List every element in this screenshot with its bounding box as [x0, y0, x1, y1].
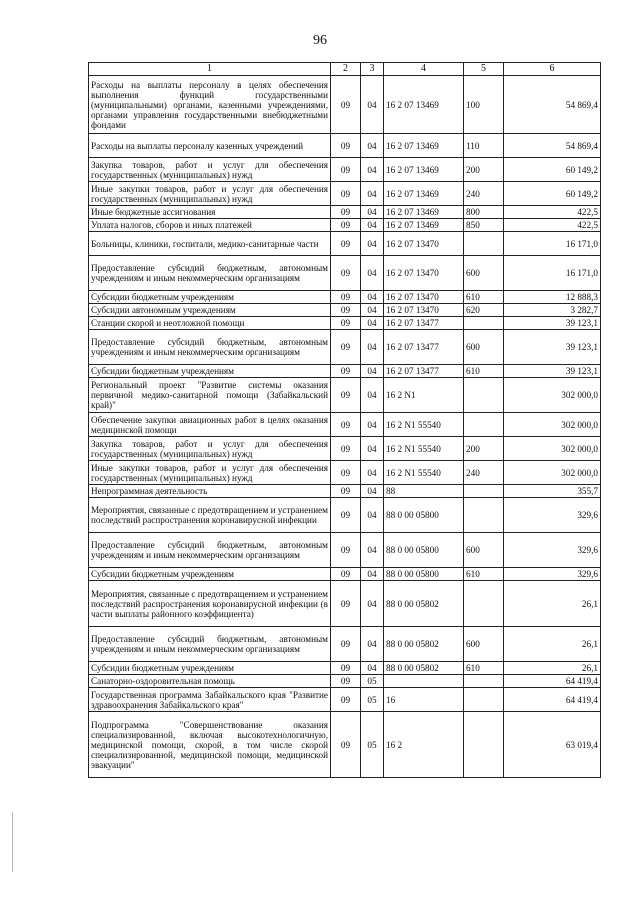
row-section: 09	[331, 182, 361, 206]
row-expense-type: 620	[464, 304, 504, 317]
row-name: Субсидии бюджетным учреждениям	[89, 291, 331, 304]
row-section: 09	[331, 533, 361, 568]
row-expense-type	[464, 712, 504, 778]
table-row	[89, 304, 601, 317]
row-amount: 26,1	[504, 662, 601, 675]
row-name: Иные закупки товаров, работ и услуг для обеспечения государственных (муниципальных) нужд	[89, 461, 331, 485]
table-row	[89, 413, 601, 437]
row-name: Обеспечение закупки авиационных работ в целях оказания медицинской помощи	[89, 413, 331, 437]
row-amount: 329,6	[504, 533, 601, 568]
row-target-article: 16 2 07 13470	[384, 232, 464, 256]
row-target-article: 16 2 07 13469	[384, 158, 464, 182]
table-row	[89, 76, 601, 134]
row-section: 09	[331, 206, 361, 219]
row-amount: 64 419,4	[504, 675, 601, 688]
row-subsection: 04	[361, 568, 384, 581]
row-target-article: 16 2 07 13469	[384, 134, 464, 158]
row-target-article: 88 0 00 05800	[384, 533, 464, 568]
row-subsection: 05	[361, 688, 384, 712]
row-target-article: 16 2 07 13470	[384, 256, 464, 291]
header-subsection: 3	[361, 63, 384, 76]
row-subsection: 04	[361, 413, 384, 437]
row-expense-type: 100	[464, 76, 504, 134]
row-target-article: 88 0 00 05802	[384, 581, 464, 627]
row-expense-type	[464, 688, 504, 712]
row-section: 09	[331, 304, 361, 317]
row-target-article: 16 2 07 13477	[384, 365, 464, 378]
row-name: Уплата налогов, сборов и иных платежей	[89, 219, 331, 232]
row-expense-type	[464, 317, 504, 330]
row-target-article: 16	[384, 688, 464, 712]
row-amount: 60 149,2	[504, 158, 601, 182]
row-expense-type	[464, 498, 504, 533]
row-amount: 16 171,0	[504, 256, 601, 291]
row-name: Государственная программа Забайкальского края "Развитие здравоохранения Забайкальского края"	[89, 688, 331, 712]
table-row	[89, 675, 601, 688]
row-name: Предоставление субсидий бюджетным, автономным учреждениям и иным некоммерческим организациям	[89, 627, 331, 662]
row-section: 09	[331, 568, 361, 581]
row-expense-type	[464, 232, 504, 256]
header-name: 1	[89, 63, 331, 76]
row-name: Субсидии бюджетным учреждениям	[89, 365, 331, 378]
row-amount: 54 869,4	[504, 134, 601, 158]
row-section: 09	[331, 134, 361, 158]
header-row	[89, 63, 601, 76]
row-expense-type: 610	[464, 365, 504, 378]
row-name: Санаторно-оздоровительная помощь	[89, 675, 331, 688]
row-amount: 39 123,1	[504, 330, 601, 365]
row-amount: 302 000,0	[504, 413, 601, 437]
row-expense-type: 200	[464, 158, 504, 182]
row-section: 09	[331, 76, 361, 134]
row-subsection: 04	[361, 533, 384, 568]
row-subsection: 04	[361, 158, 384, 182]
row-subsection: 04	[361, 317, 384, 330]
row-name: Предоставление субсидий бюджетным, автономным учреждениям и иным некоммерческим организациям	[89, 533, 331, 568]
row-expense-type: 600	[464, 330, 504, 365]
row-expense-type	[464, 581, 504, 627]
row-target-article: 16 2 07 13470	[384, 291, 464, 304]
row-subsection: 04	[361, 232, 384, 256]
row-name: Иные бюджетные ассигнования	[89, 206, 331, 219]
row-section: 09	[331, 581, 361, 627]
table-row	[89, 461, 601, 485]
row-amount: 355,7	[504, 485, 601, 498]
row-name: Предоставление субсидий бюджетным, автономным учреждениям и иным некоммерческим организациям	[89, 256, 331, 291]
row-section: 09	[331, 219, 361, 232]
row-amount: 60 149,2	[504, 182, 601, 206]
table-row	[89, 158, 601, 182]
row-amount: 302 000,0	[504, 437, 601, 461]
row-name: Иные закупки товаров, работ и услуг для обеспечения государственных (муниципальных) нужд	[89, 182, 331, 206]
row-target-article: 88 0 00 05802	[384, 627, 464, 662]
row-name: Станции скорой и неотложной помощи	[89, 317, 331, 330]
table-row	[89, 568, 601, 581]
row-subsection: 04	[361, 206, 384, 219]
row-expense-type: 850	[464, 219, 504, 232]
table-row	[89, 256, 601, 291]
row-name: Непрограммная деятельность	[89, 485, 331, 498]
row-subsection: 04	[361, 485, 384, 498]
row-expense-type: 110	[464, 134, 504, 158]
row-name: Предоставление субсидий бюджетным, автономным учреждениям и иным некоммерческим организациям	[89, 330, 331, 365]
row-section: 09	[331, 437, 361, 461]
row-section: 09	[331, 256, 361, 291]
row-subsection: 04	[361, 378, 384, 413]
row-amount: 329,6	[504, 498, 601, 533]
row-subsection: 05	[361, 675, 384, 688]
row-target-article: 88 0 00 05802	[384, 662, 464, 675]
row-expense-type: 610	[464, 568, 504, 581]
table-row	[89, 219, 601, 232]
row-amount: 54 869,4	[504, 76, 601, 134]
row-name: Мероприятия, связанные с предотвращением и устранением последствий распространения коронавирусной инфекции (в части выплаты районного коэффициента)	[89, 581, 331, 627]
table-row	[89, 317, 601, 330]
row-amount: 422,5	[504, 219, 601, 232]
row-target-article: 16 2 N1 55540	[384, 413, 464, 437]
row-amount: 302 000,0	[504, 378, 601, 413]
row-target-article: 16 2 N1 55540	[384, 437, 464, 461]
row-section: 09	[331, 365, 361, 378]
row-expense-type	[464, 413, 504, 437]
row-name: Больницы, клиники, госпитали, медико-санитарные части	[89, 232, 331, 256]
row-amount: 16 171,0	[504, 232, 601, 256]
row-expense-type: 240	[464, 182, 504, 206]
table-row	[89, 206, 601, 219]
row-amount: 329,6	[504, 568, 601, 581]
row-expense-type: 600	[464, 533, 504, 568]
row-subsection: 04	[361, 627, 384, 662]
row-section: 09	[331, 317, 361, 330]
row-amount: 302 000,0	[504, 461, 601, 485]
table-row	[89, 437, 601, 461]
row-target-article	[384, 675, 464, 688]
row-target-article: 16 2	[384, 712, 464, 778]
row-expense-type: 200	[464, 437, 504, 461]
table-row	[89, 365, 601, 378]
header-target-article: 4	[384, 63, 464, 76]
row-expense-type: 800	[464, 206, 504, 219]
row-expense-type: 610	[464, 662, 504, 675]
row-amount: 12 888,3	[504, 291, 601, 304]
row-subsection: 04	[361, 182, 384, 206]
row-section: 09	[331, 498, 361, 533]
row-target-article: 16 2 07 13477	[384, 317, 464, 330]
table-body	[89, 76, 601, 778]
row-target-article: 16 2 07 13469	[384, 219, 464, 232]
table-row	[89, 498, 601, 533]
row-section: 09	[331, 662, 361, 675]
row-name: Субсидии бюджетным учреждениям	[89, 568, 331, 581]
table-row	[89, 378, 601, 413]
row-target-article: 16 2 07 13470	[384, 304, 464, 317]
row-section: 09	[331, 158, 361, 182]
table-row	[89, 581, 601, 627]
row-subsection: 04	[361, 581, 384, 627]
budget-table	[88, 62, 601, 778]
scan-edge-mark	[12, 812, 13, 872]
row-name: Субсидии автономным учреждениям	[89, 304, 331, 317]
row-section: 09	[331, 712, 361, 778]
row-subsection: 04	[361, 437, 384, 461]
table-row	[89, 662, 601, 675]
row-name: Подпрограмма "Совершенствование оказания специализированной, включая высокотехнологичную, медицинской помощи, скорой, в том числе скорой специализированной, медицинской помощи, медицинской эвакуации"	[89, 712, 331, 778]
row-amount: 39 123,1	[504, 317, 601, 330]
row-amount: 26,1	[504, 627, 601, 662]
row-name: Региональный проект "Развитие системы оказания первичной медико-санитарной помощи (Забайкальский край)"	[89, 378, 331, 413]
row-section: 09	[331, 232, 361, 256]
row-name: Мероприятия, связанные с предотвращением и устранением последствий распространения коронавирусной инфекции	[89, 498, 331, 533]
row-amount: 422,5	[504, 206, 601, 219]
table-row	[89, 688, 601, 712]
header-section: 2	[331, 63, 361, 76]
table-row	[89, 134, 601, 158]
row-section: 09	[331, 461, 361, 485]
row-name: Закупка товаров, работ и услуг для обеспечения государственных (муниципальных) нужд	[89, 158, 331, 182]
row-subsection: 04	[361, 330, 384, 365]
row-amount: 3 282,7	[504, 304, 601, 317]
row-expense-type	[464, 675, 504, 688]
row-subsection: 04	[361, 304, 384, 317]
table-row	[89, 232, 601, 256]
page-number: 96	[313, 33, 327, 48]
row-expense-type	[464, 485, 504, 498]
row-amount: 26,1	[504, 581, 601, 627]
row-expense-type: 610	[464, 291, 504, 304]
row-section: 09	[331, 413, 361, 437]
row-subsection: 04	[361, 662, 384, 675]
row-target-article: 16 2 N1	[384, 378, 464, 413]
table-row	[89, 533, 601, 568]
row-name: Расходы на выплаты персоналу казенных учреждений	[89, 134, 331, 158]
table-row	[89, 712, 601, 778]
row-section: 09	[331, 330, 361, 365]
row-subsection: 04	[361, 365, 384, 378]
row-target-article: 88 0 00 05800	[384, 568, 464, 581]
row-target-article: 16 2 07 13477	[384, 330, 464, 365]
header-amount: 6	[504, 63, 601, 76]
row-amount: 64 419,4	[504, 688, 601, 712]
row-subsection: 04	[361, 461, 384, 485]
row-amount: 39 123,1	[504, 365, 601, 378]
table-row	[89, 182, 601, 206]
row-target-article: 16 2 N1 55540	[384, 461, 464, 485]
row-expense-type: 240	[464, 461, 504, 485]
row-expense-type	[464, 378, 504, 413]
row-expense-type: 600	[464, 627, 504, 662]
row-name: Расходы на выплаты персоналу в целях обеспечения выполнения функций государственными (муниципальными) органами, казенными учреждениями, органами управления государственными внебюджетными фондами	[89, 76, 331, 134]
row-subsection: 05	[361, 712, 384, 778]
row-target-article: 88	[384, 485, 464, 498]
row-subsection: 04	[361, 256, 384, 291]
table-row	[89, 627, 601, 662]
row-name: Субсидии бюджетным учреждениям	[89, 662, 331, 675]
row-section: 09	[331, 675, 361, 688]
row-section: 09	[331, 291, 361, 304]
table-row	[89, 485, 601, 498]
header-expense-type: 5	[464, 63, 504, 76]
row-expense-type: 600	[464, 256, 504, 291]
row-name: Закупка товаров, работ и услуг для обеспечения государственных (муниципальных) нужд	[89, 437, 331, 461]
row-amount: 63 019,4	[504, 712, 601, 778]
row-subsection: 04	[361, 498, 384, 533]
row-target-article: 16 2 07 13469	[384, 76, 464, 134]
row-section: 09	[331, 627, 361, 662]
table-row	[89, 330, 601, 365]
row-section: 09	[331, 688, 361, 712]
row-target-article: 88 0 00 05800	[384, 498, 464, 533]
row-section: 09	[331, 485, 361, 498]
row-subsection: 04	[361, 76, 384, 134]
row-subsection: 04	[361, 219, 384, 232]
row-section: 09	[331, 378, 361, 413]
row-target-article: 16 2 07 13469	[384, 182, 464, 206]
table-row	[89, 291, 601, 304]
row-subsection: 04	[361, 134, 384, 158]
row-target-article: 16 2 07 13469	[384, 206, 464, 219]
row-subsection: 04	[361, 291, 384, 304]
